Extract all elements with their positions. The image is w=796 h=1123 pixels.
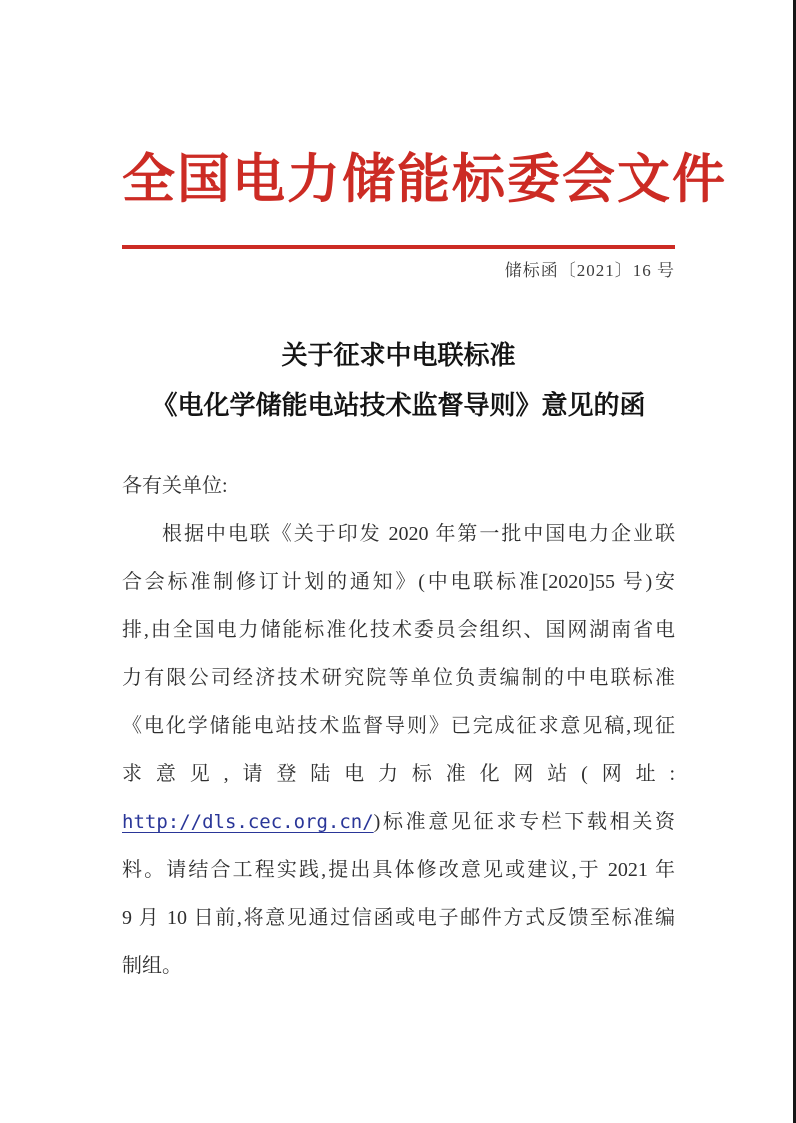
subject-line-2: 《电化学储能电站技术监督导则》意见的函 [151,390,646,420]
body-line: 《电化学储能电站技术监督导则》已完成征求意见稿,现征 [122,715,675,737]
body-line: 求意见,请登陆电力标准化网站(网址: [122,763,675,785]
letterhead-title: 全国电力储能标委会文件 [122,151,727,209]
letterhead-divider [122,245,675,249]
body-line: 根据中电联《关于印发 2020 年第一批中国电力企业联 [162,523,675,545]
body-line: 力有限公司经济技术研究院等单位负责编制的中电联标准 [122,667,675,689]
link-line-suffix: )标准意见征求专栏下载相关资 [373,811,675,833]
subject-line-1: 关于征求中电联标准 [281,340,516,370]
document-subject [122,330,675,430]
body-line-with-link [122,798,675,846]
document-number: 储标函〔2021〕16 号 [504,261,675,280]
body-line: 制组。 [122,955,182,977]
body-line: 合会标准制修订计划的通知》(中电联标准[2020]55 号)安 [122,571,675,593]
salutation: 各有关单位: [122,475,228,497]
body-line: 料。请结合工程实践,提出具体修改意见或建议,于 2021 年 [122,859,675,881]
body-line: 排,由全国电力储能标准化技术委员会组织、国网湖南省电 [122,619,675,641]
document-content [122,148,727,990]
body-line: 9 月 10 日前,将意见通过信函或电子邮件方式反馈至标准编 [122,907,675,929]
standards-website-link[interactable]: http://dls.cec.org.cn/ [122,811,374,833]
